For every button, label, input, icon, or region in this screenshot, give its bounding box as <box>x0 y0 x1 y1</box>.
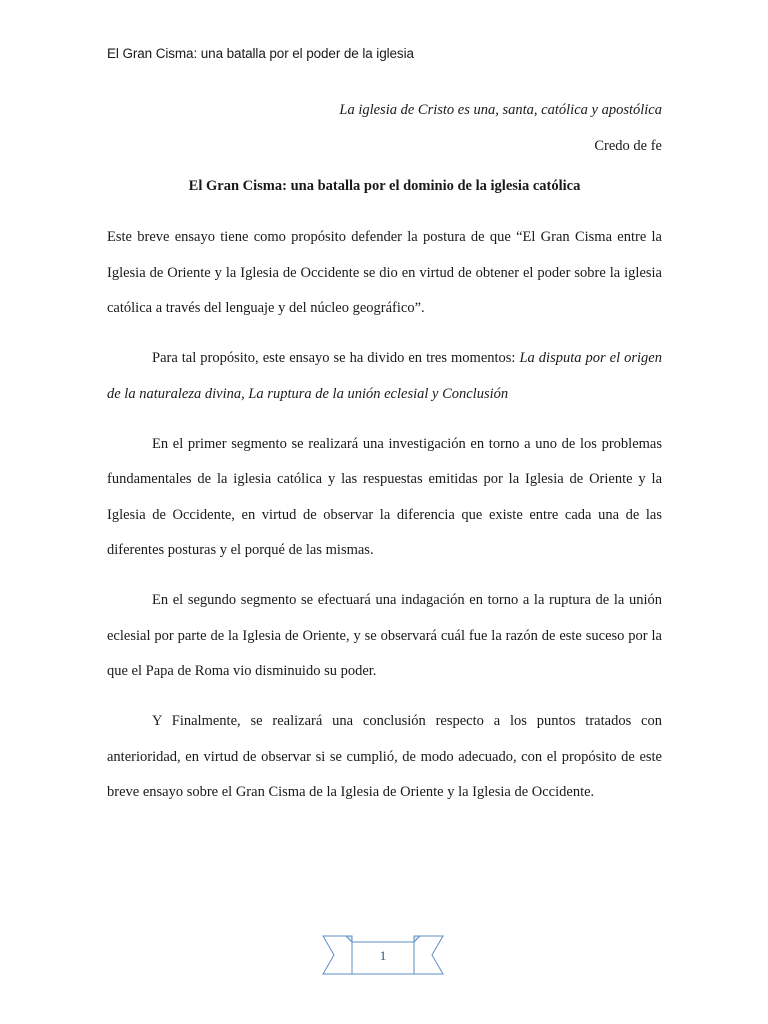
page-number-ribbon <box>322 933 444 977</box>
paragraph-second-segment: En el segundo segmento se efectuará una indagación en torno a la ruptura de la unión eclesial por parte de la Iglesia de Oriente, y se observará cuál fue la razón de este suceso por la que el Papa de Roma vio disminuido su poder. <box>107 592 662 679</box>
running-header: El Gran Cisma: una batalla por el poder de la iglesia <box>107 46 414 61</box>
epigraph <box>339 92 662 164</box>
paragraph-structure <box>107 341 662 412</box>
page-number: 1 <box>379 948 387 963</box>
paragraph-first-segment: En el primer segmento se realizará una investigación en torno a uno de los problemas fundamentales de la iglesia católica y las respuestas emitidas por la Iglesia de Oriente y la Iglesia de Occidente, en virtud de observar la diferencia que existe entre cada una de las diferentes posturas y el porqué de las mismas. <box>107 435 662 558</box>
document-title: El Gran Cisma: una batalla por el dominio de la iglesia católica <box>188 178 581 194</box>
epigraph-quote: La iglesia de Cristo es una, santa, católica y apostólica <box>339 102 662 118</box>
essay-body <box>107 220 662 825</box>
paragraph-structure-sections: La disputa por el origen de la naturaleza divina, La ruptura de la unión eclesial y Conclusión <box>107 350 662 402</box>
epigraph-source: Credo de fe <box>594 138 662 154</box>
paragraph-conclusion: Y Finalmente, se realizará una conclusión respecto a los puntos tratados con anterioridad, en virtud de observar si se cumplió, de modo adecuado, con el propósito de este breve ensayo sobre el Gran Cisma de la Iglesia de Oriente y la Iglesia de Occidente. <box>107 713 662 800</box>
paragraph-structure-intro: Para tal propósito, este ensayo se ha divido en tres momentos: <box>152 350 520 366</box>
paragraph-purpose: Este breve ensayo tiene como propósito defender la postura de que “El Gran Cisma entre la Iglesia de Oriente y la Iglesia de Occidente se dio en virtud de obtener el poder sobre la iglesia católica a través del lenguaje y del núcleo geográfico”. <box>107 229 662 316</box>
